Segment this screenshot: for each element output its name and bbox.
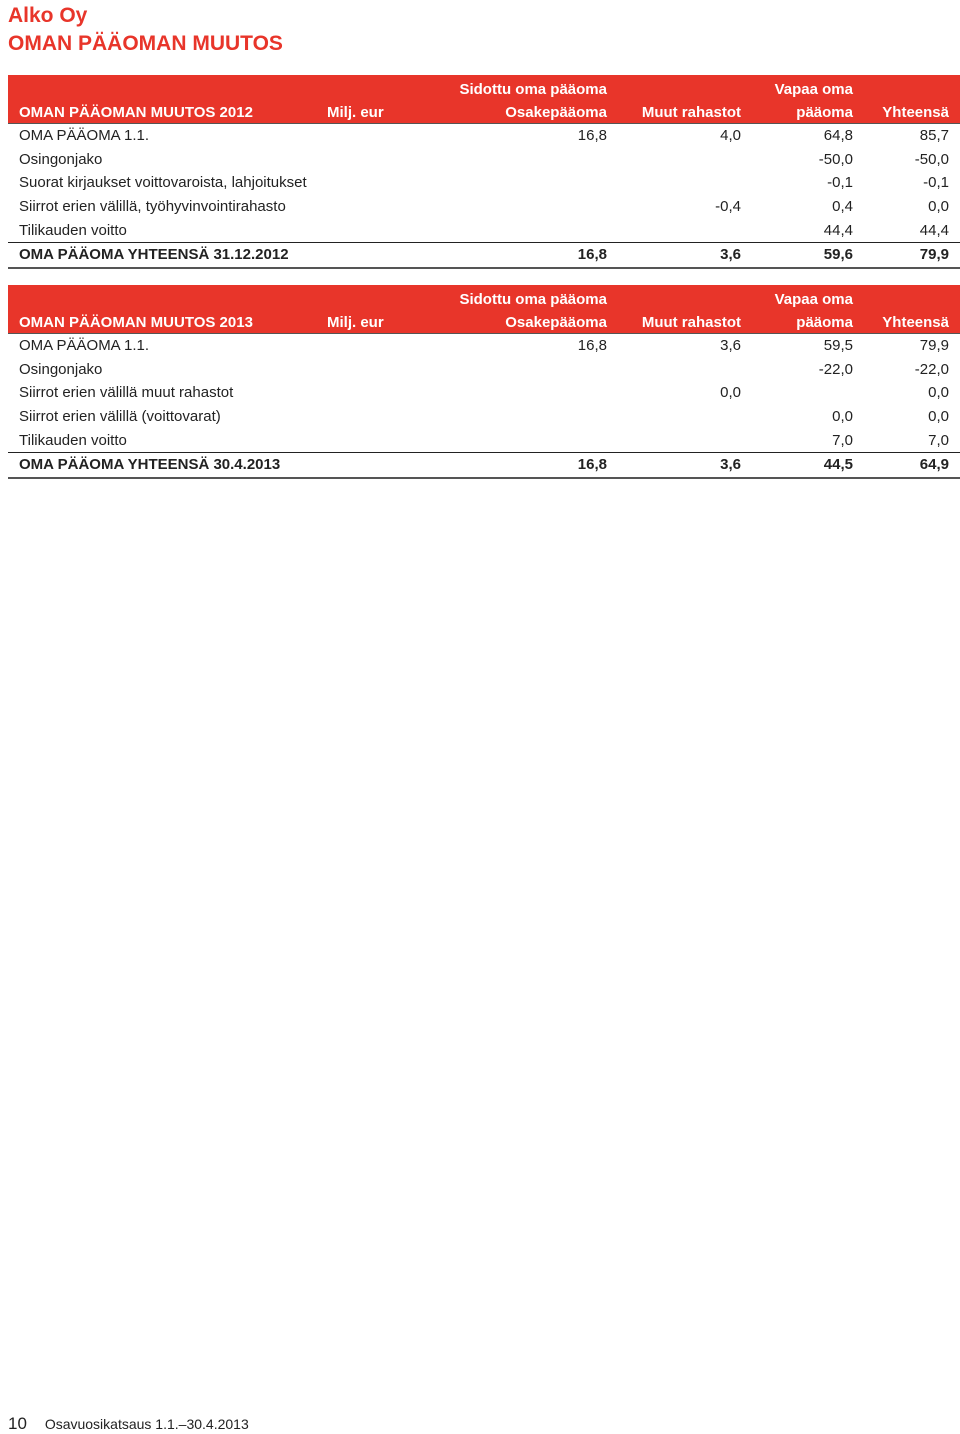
- column-header: pääoma: [752, 311, 864, 334]
- cell-value: -0,1: [827, 174, 853, 192]
- cell-value: 0,0: [720, 384, 741, 402]
- table-group-header: [8, 75, 960, 101]
- group-header-restricted: Sidottu oma pääoma: [405, 285, 618, 311]
- column-header: Osakepääoma: [405, 101, 618, 124]
- column-header: Muut rahastot: [618, 101, 752, 124]
- equity-change-table-2012: [8, 75, 960, 269]
- cell-value: [405, 405, 618, 429]
- table-title: OMAN PÄÄOMAN MUUTOS 2013: [8, 311, 313, 334]
- cell-value: 0,0: [928, 408, 949, 426]
- cell-value: 0,0: [832, 408, 853, 426]
- cell-value: [405, 148, 618, 172]
- column-header: Yhteensä: [864, 311, 960, 334]
- table-row: [8, 405, 960, 429]
- header-spacer: [8, 285, 313, 311]
- total-value: 64,9: [864, 452, 960, 477]
- total-value: 16,8: [405, 452, 618, 477]
- table-total-row: [8, 242, 960, 267]
- row-label: Tilikauden voitto: [19, 221, 127, 239]
- header-spacer: [618, 285, 752, 311]
- cell-value: 7,0: [832, 431, 853, 449]
- column-header: pääoma: [752, 101, 864, 124]
- table-title: OMAN PÄÄOMAN MUUTOS 2012: [8, 101, 313, 124]
- column-header: Yhteensä: [864, 101, 960, 124]
- cell-value: -0,1: [923, 174, 949, 192]
- cell-value: 64,8: [752, 124, 864, 148]
- total-value: 79,9: [864, 242, 960, 267]
- cell-value: -50,0: [818, 150, 853, 168]
- cell-value: 79,9: [864, 334, 960, 358]
- row-label: Osingonjako: [19, 360, 103, 378]
- cell-value: 4,0: [618, 124, 752, 148]
- row-label: Siirrot erien välillä muut rahastot: [19, 384, 234, 402]
- table-column-header: [8, 101, 960, 124]
- cell-value: -50,0: [914, 150, 949, 168]
- page-heading: OMAN PÄÄOMAN MUUTOS: [8, 32, 283, 55]
- row-label: Osingonjako: [19, 150, 103, 168]
- cell-value: 59,5: [752, 334, 864, 358]
- total-value: 44,5: [752, 452, 864, 477]
- cell-value: -22,0: [914, 360, 949, 378]
- cell-value: 7,0: [928, 431, 949, 449]
- table-row: [8, 171, 960, 195]
- total-value: 3,6: [618, 242, 752, 267]
- cell-value: [618, 358, 752, 382]
- cell-value: [618, 148, 752, 172]
- row-label: OMA PÄÄOMA 1.1.: [8, 124, 405, 148]
- cell-value: -0,4: [715, 198, 741, 216]
- cell-value: 44,4: [919, 221, 949, 239]
- cell-value: [405, 218, 618, 242]
- table-row: [8, 124, 960, 148]
- footer-text: Osavuosikatsaus 1.1.–30.4.2013: [44, 1416, 249, 1432]
- cell-value: 16,8: [405, 334, 618, 358]
- header-spacer: [864, 285, 960, 311]
- cell-value: [752, 381, 864, 405]
- column-header: Osakepääoma: [405, 311, 618, 334]
- table-row: [8, 195, 960, 219]
- company-name: Alko Oy: [8, 4, 88, 27]
- total-value: 3,6: [618, 452, 752, 477]
- group-header-restricted: Sidottu oma pääoma: [405, 75, 618, 101]
- group-header-free: Vapaa oma: [752, 75, 864, 101]
- table-total-row: [8, 452, 960, 477]
- table-row: [8, 428, 960, 452]
- table-column-header: [8, 311, 960, 334]
- cell-value: [618, 428, 752, 452]
- total-value: 59,6: [752, 242, 864, 267]
- table-row: [8, 381, 960, 405]
- cell-value: 85,7: [864, 124, 960, 148]
- cell-value: -22,0: [818, 360, 853, 378]
- header-spacer: [618, 75, 752, 101]
- table-group-header: [8, 285, 960, 311]
- table-row: [8, 334, 960, 358]
- cell-value: [405, 171, 618, 195]
- cell-value: 3,6: [618, 334, 752, 358]
- column-header: Muut rahastot: [618, 311, 752, 334]
- header-spacer: [864, 75, 960, 101]
- page-footer: [8, 1414, 249, 1434]
- cell-value: 0,0: [928, 198, 949, 216]
- cell-value: 0,0: [928, 384, 949, 402]
- cell-value: [618, 218, 752, 242]
- cell-value: [405, 381, 618, 405]
- cell-value: [405, 358, 618, 382]
- table-row: [8, 218, 960, 242]
- cell-value: [405, 428, 618, 452]
- row-label: Tilikauden voitto: [19, 431, 127, 449]
- equity-change-table-2013: [8, 285, 960, 479]
- unit-label: Milj. eur: [313, 101, 405, 124]
- total-label: OMA PÄÄOMA YHTEENSÄ 30.4.2013: [8, 452, 405, 477]
- cell-value: [618, 171, 752, 195]
- cell-value: 0,4: [832, 198, 853, 216]
- cell-value: [618, 405, 752, 429]
- row-label: Suorat kirjaukset voittovaroista, lahjoitukset: [19, 174, 307, 192]
- table-row: [8, 358, 960, 382]
- cell-value: 16,8: [405, 124, 618, 148]
- cell-value: [405, 195, 618, 219]
- total-value: 16,8: [405, 242, 618, 267]
- header-spacer: [313, 285, 405, 311]
- total-label: OMA PÄÄOMA YHTEENSÄ 31.12.2012: [8, 242, 405, 267]
- row-label: Siirrot erien välillä (voittovarat): [19, 408, 221, 426]
- cell-value: 44,4: [823, 221, 853, 239]
- unit-label: Milj. eur: [313, 311, 405, 334]
- header-spacer: [8, 75, 313, 101]
- row-label: OMA PÄÄOMA 1.1.: [8, 334, 405, 358]
- header-spacer: [313, 75, 405, 101]
- page-number: 10: [8, 1414, 27, 1433]
- table-row: [8, 148, 960, 172]
- group-header-free: Vapaa oma: [752, 285, 864, 311]
- row-label: Siirrot erien välillä, työhyvinvointirahasto: [19, 198, 286, 216]
